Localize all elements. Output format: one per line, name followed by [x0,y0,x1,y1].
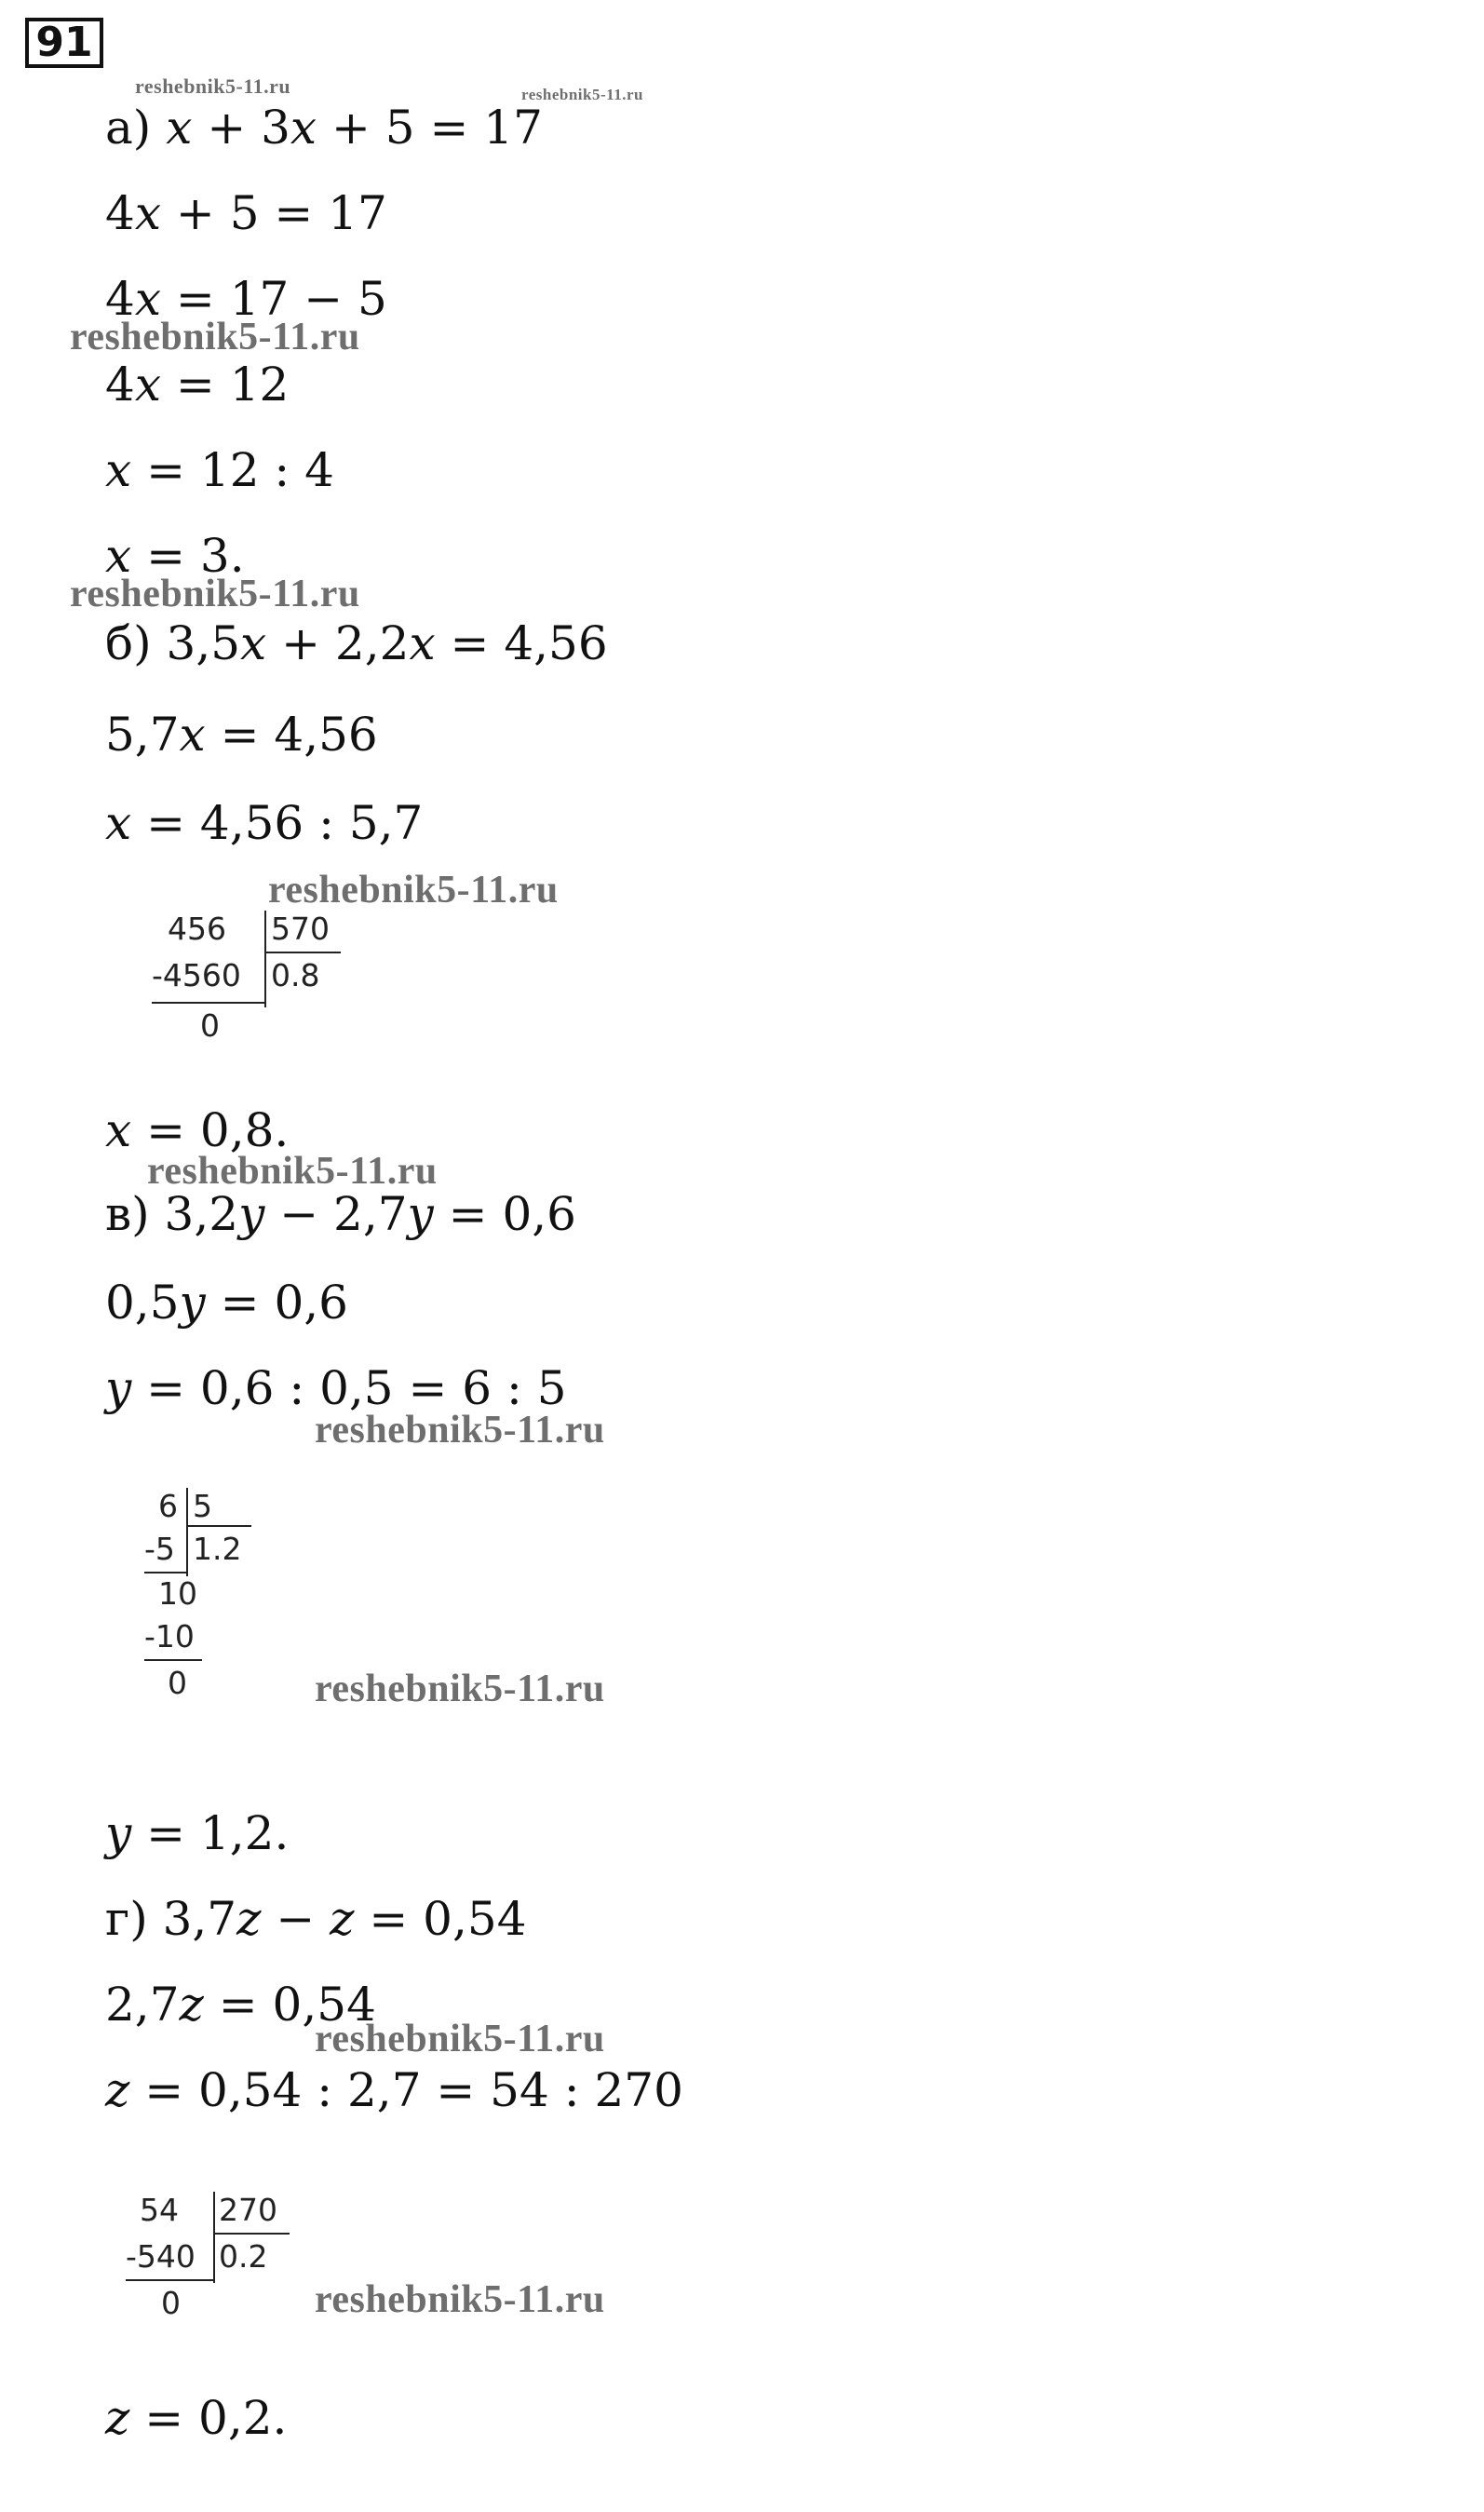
remainder: 0 [161,2285,181,2321]
partial-dividend: 10 [158,1575,197,1612]
equation-line: 2,7z = 0,54 [105,1978,376,2032]
equation-line: x = 0,8. [105,1103,290,1157]
dividend: 456 [168,911,226,947]
remainder: 0 [168,1665,187,1701]
equation-line: x = 3. [105,529,245,583]
equation-line: x = 4,56 : 5,7 [105,796,424,850]
subtrahend: -540 [126,2238,196,2275]
watermark: reshebnik5-11.ru [521,86,643,103]
dividend: 6 [158,1488,178,1524]
subtrahend-underline [144,1572,186,1573]
long-division [149,911,354,1069]
division-bar [213,2192,215,2283]
divisor: 5 [193,1488,212,1524]
watermark: reshebnik5-11.ru [268,869,559,912]
equation-line: 4x + 5 = 17 [105,186,387,240]
problem-number: 91 [25,18,103,68]
subtrahend: -4560 [152,957,241,993]
divisor-underline [186,1525,251,1527]
equation-line: в) 3,2y − 2,7y = 0,6 [105,1187,576,1241]
dividend: 54 [140,2192,179,2228]
equation-line: 0,5y = 0,6 [105,1276,348,1330]
remainder: 0 [200,1007,220,1044]
subtrahend-underline [144,1659,202,1661]
subtrahend-underline [152,1002,264,1004]
watermark: reshebnik5-11.ru [315,2018,605,2060]
watermark: reshebnik5-11.ru [70,316,360,358]
division-bar [186,1488,188,1576]
divisor-underline [264,952,341,953]
subtrahend: -10 [144,1618,195,1654]
equation-line: 4x = 17 − 5 [105,272,387,326]
subtrahend-underline [126,2279,213,2281]
division-bar [264,911,266,1007]
quotient: 0.2 [219,2238,268,2275]
equation-line: y = 0,6 : 0,5 = 6 : 5 [105,1361,567,1415]
equation-line: 5,7x = 4,56 [105,708,378,762]
equation-line: z = 0,54 : 2,7 = 54 : 270 [105,2063,683,2117]
subtrahend: -5 [144,1531,175,1567]
divisor-underline [213,2233,290,2235]
quotient: 0.8 [271,957,320,993]
watermark: reshebnik5-11.ru [315,1409,605,1452]
equation-line: y = 1,2. [105,1806,290,1860]
long-division [144,1488,265,1711]
divisor: 570 [271,911,330,947]
equation-line: б) 3,5x + 2,2x = 4,56 [105,616,608,670]
watermark: reshebnik5-11.ru [147,1150,438,1193]
watermark: reshebnik5-11.ru [70,573,360,615]
equation-line: 4x = 12 [105,358,290,412]
watermark: reshebnik5-11.ru [315,2278,605,2321]
long-division [126,2192,312,2331]
equation-line: z = 0,2. [105,2391,288,2445]
watermark: reshebnik5-11.ru [315,1668,605,1710]
equation-line: г) 3,7z − z = 0,54 [105,1892,527,1946]
watermark: reshebnik5-11.ru [135,74,291,98]
quotient: 1.2 [193,1531,242,1567]
equation-line: x = 12 : 4 [105,443,334,497]
divisor: 270 [219,2192,277,2228]
equation-line: а) x + 3x + 5 = 17 [105,101,543,155]
